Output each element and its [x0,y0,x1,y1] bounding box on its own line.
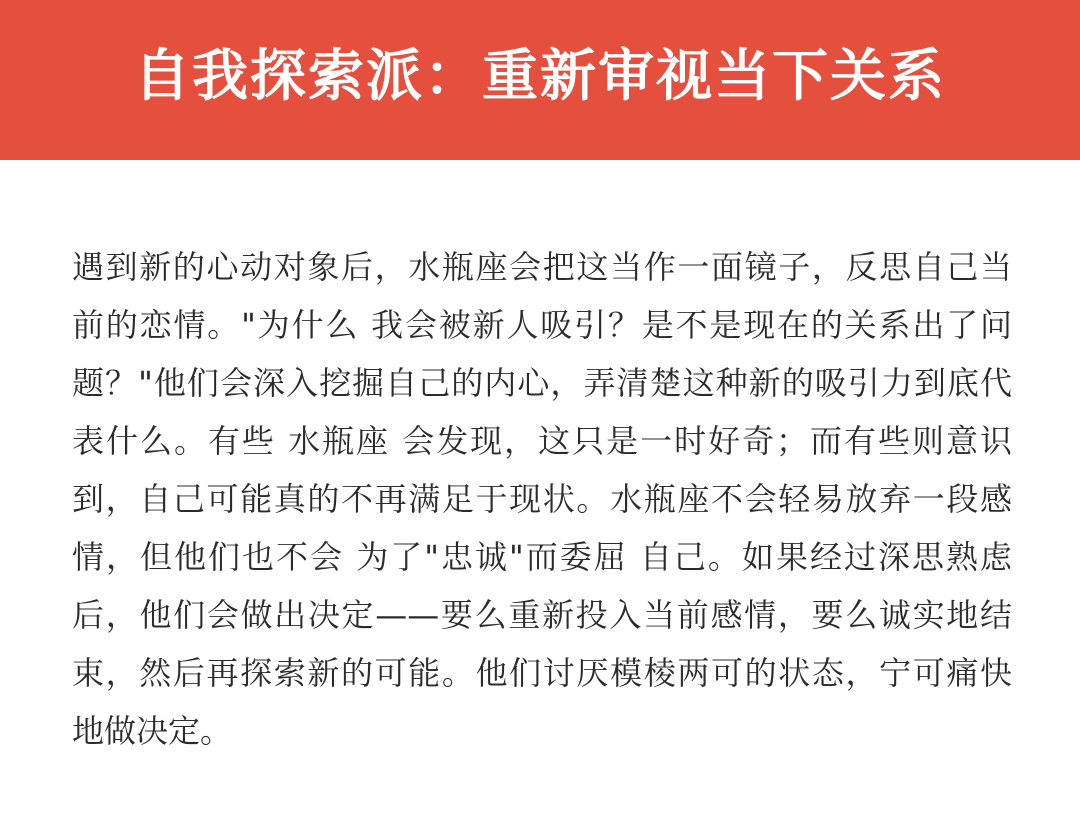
paragraph-line: 到，自己可能真的不再满足于现状。水瓶座不会轻易放弃一段感 [72,480,1012,518]
paragraph-line: 题？"他们会深入挖掘自己的内心，弄清楚这种新的吸引力到底代 [72,364,1012,402]
title-banner [0,0,1080,160]
paragraph-line: 后，他们会做出决定——要么重新投入当前感情，要么诚实地结 [72,596,1012,634]
paragraph-line: 情，但他们也不会 为了"忠诚"而委屈 自己。如果经过深思熟虑 [72,538,1012,576]
paragraph-line: 遇到新的心动对象后，水瓶座会把这当作一面镜子，反思自己当 [72,248,1012,286]
page-title: 自我探索派：重新审视当下关系 [134,44,946,109]
paragraph-line: 地做决定。 [72,712,233,750]
paragraph-line: 前的恋情。"为什么 我会被新人吸引？是不是现在的关系出了问 [72,306,1012,344]
article-paragraph [72,238,1012,760]
paragraph-line: 表什么。有些 水瓶座 会发现，这只是一时好奇；而有些则意识 [72,422,1012,460]
paragraph-line: 束，然后再探索新的可能。他们讨厌模棱两可的状态，宁可痛快 [72,654,1012,692]
